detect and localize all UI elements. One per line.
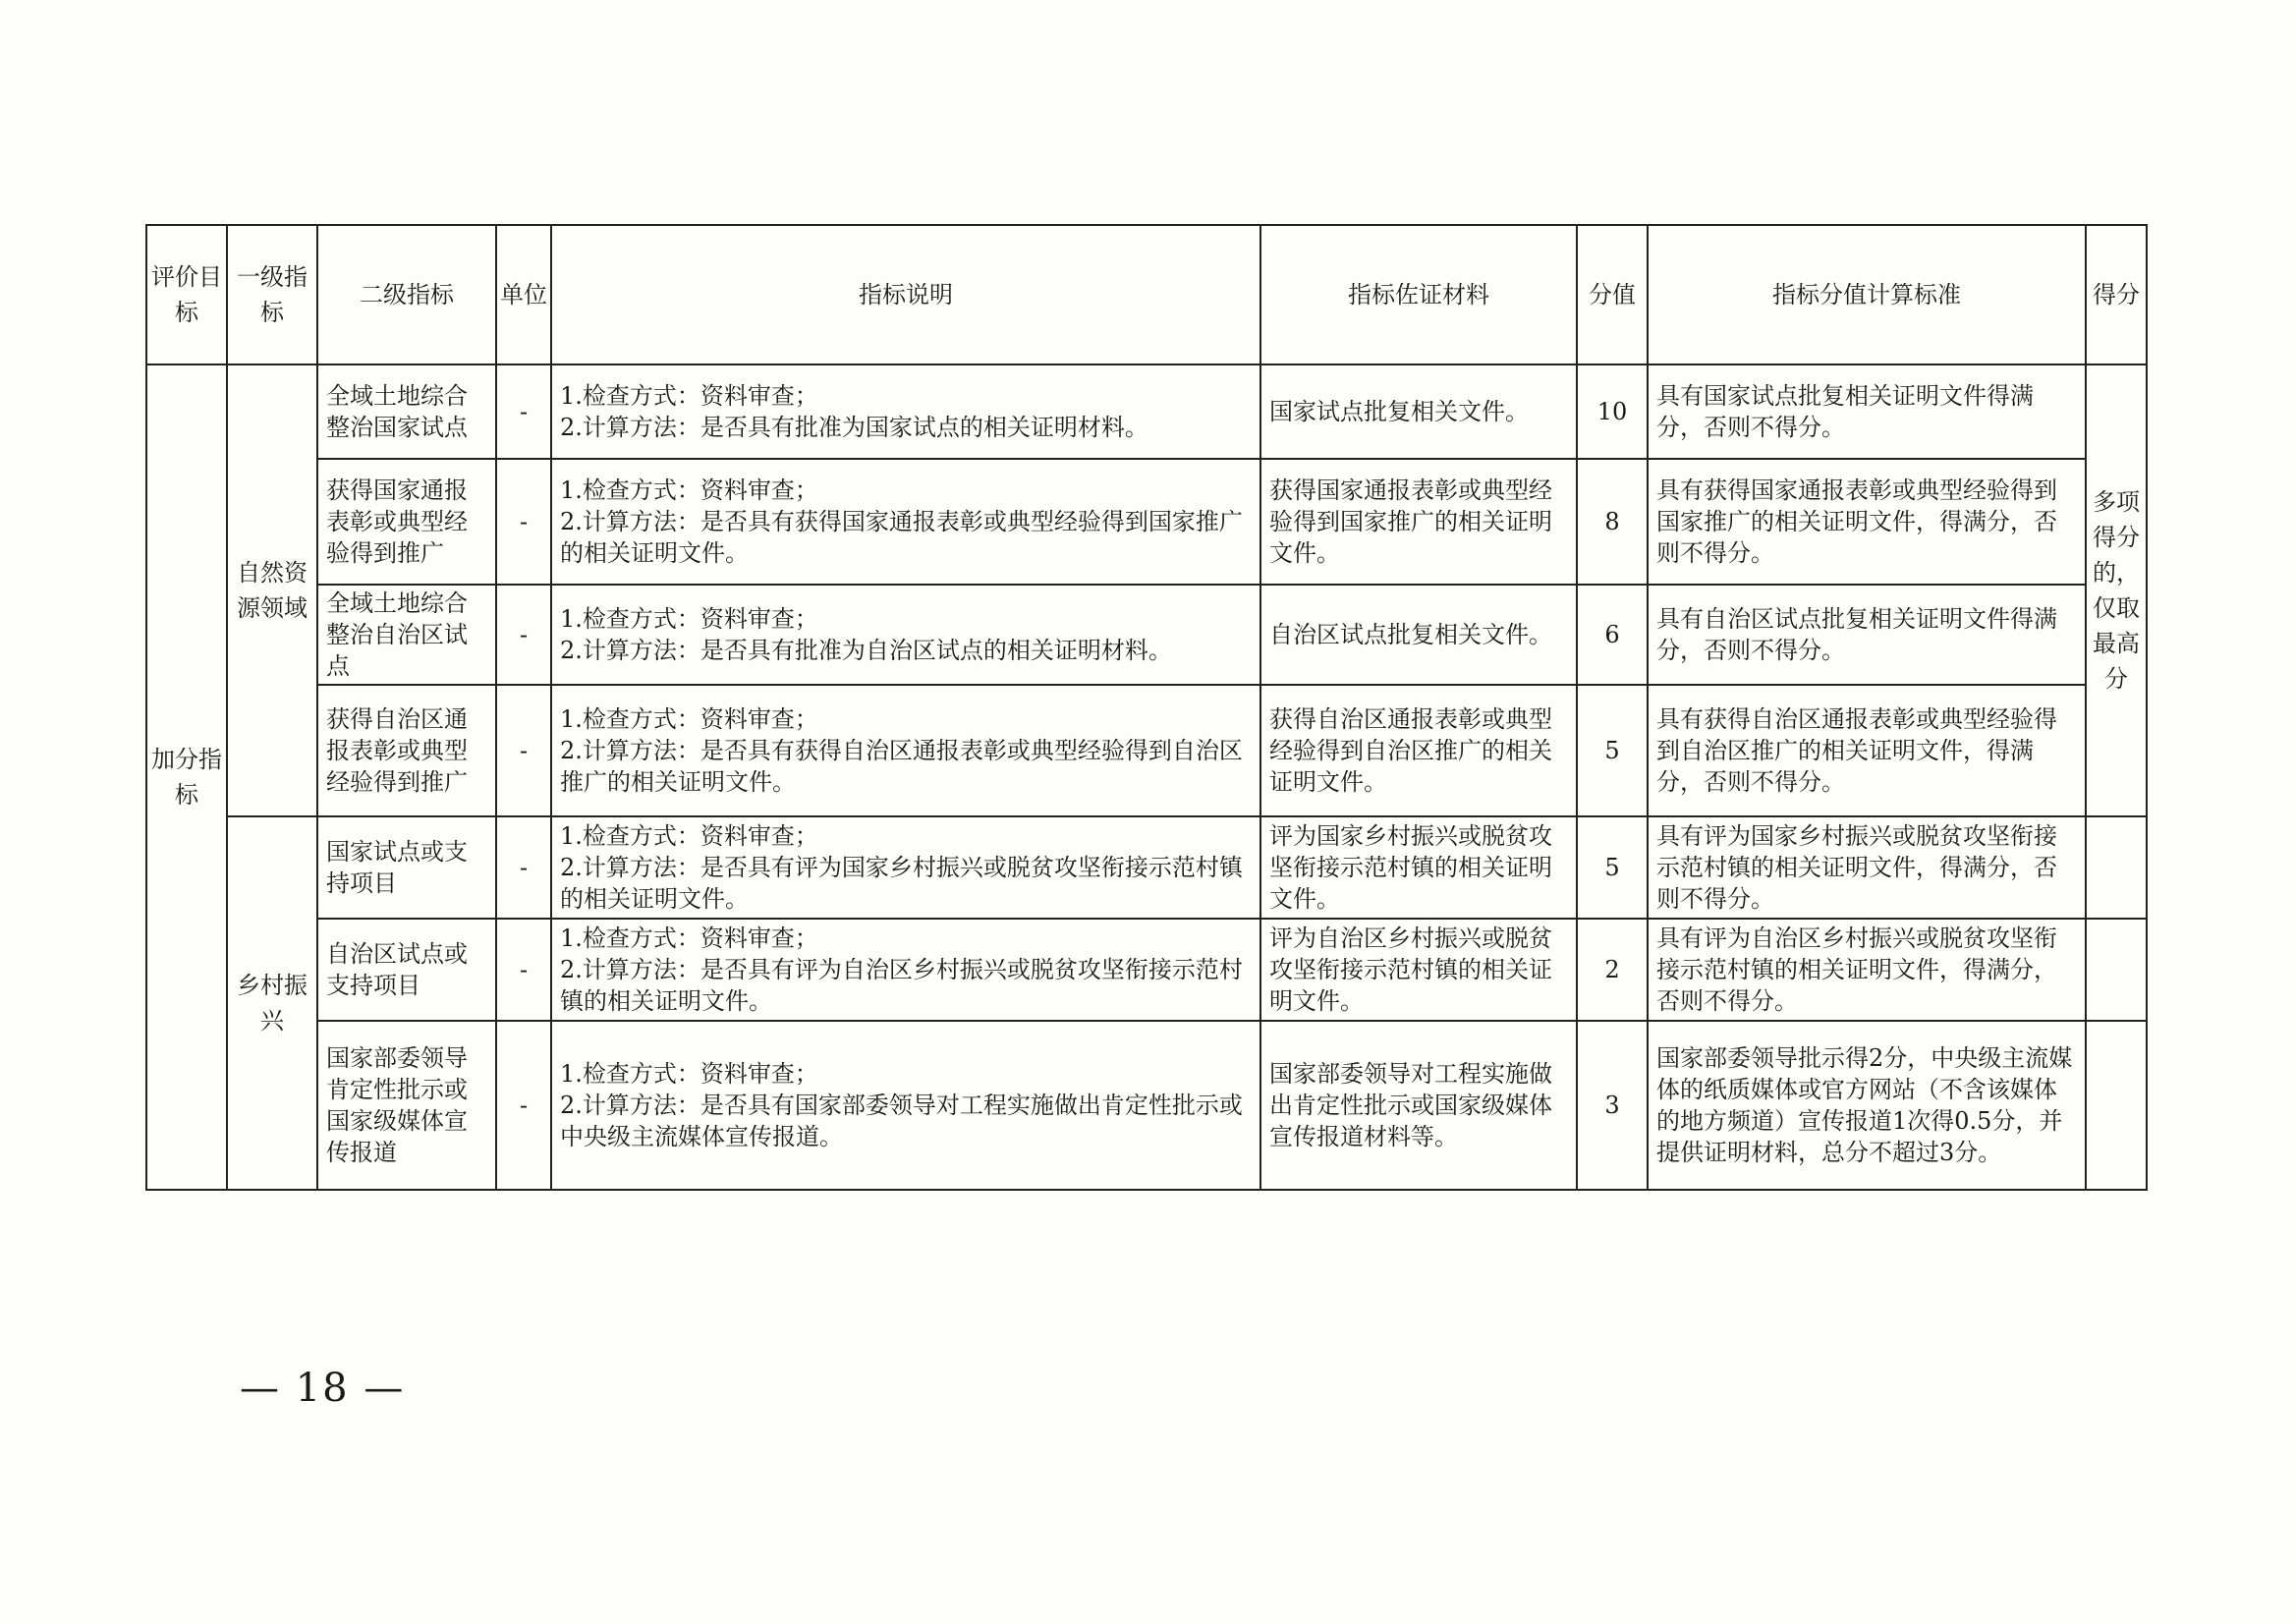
group-cell-rural-revitalization: 乡村振兴 — [227, 816, 317, 1190]
criteria-cell: 具有评为自治区乡村振兴或脱贫攻坚衔接示范村镇的相关证明文件，得满分，否则不得分。 — [1648, 919, 2086, 1021]
header-level2: 二级指标 — [317, 225, 496, 364]
header-level1: 一级指标 — [227, 225, 317, 364]
result-cell — [2086, 919, 2147, 1021]
score-cell: 10 — [1577, 364, 1648, 459]
header-row — [146, 225, 2147, 364]
level2-cell: 获得自治区通报表彰或典型经验得到推广 — [317, 685, 496, 816]
result-cell — [2086, 1021, 2147, 1190]
result-note-cell: 多项得分的，仅取最高分 — [2086, 364, 2147, 816]
unit-cell: - — [496, 685, 551, 816]
target-cell: 加分指标 — [146, 364, 227, 1190]
score-cell: 3 — [1577, 1021, 1648, 1190]
criteria-cell: 具有评为国家乡村振兴或脱贫攻坚衔接示范村镇的相关证明文件，得满分，否则不得分。 — [1648, 816, 2086, 919]
unit-cell: - — [496, 585, 551, 685]
criteria-cell: 具有获得国家通报表彰或典型经验得到国家推广的相关证明文件，得满分，否则不得分。 — [1648, 459, 2086, 585]
evidence-cell: 自治区试点批复相关文件。 — [1260, 585, 1577, 685]
evidence-cell: 获得自治区通报表彰或典型经验得到自治区推广的相关证明文件。 — [1260, 685, 1577, 816]
criteria-cell: 具有获得自治区通报表彰或典型经验得到自治区推广的相关证明文件，得满分，否则不得分。 — [1648, 685, 2086, 816]
desc-cell: 1.检查方式：资料审查； 2.计算方法：是否具有评为自治区乡村振兴或脱贫攻坚衔接示范村镇的相关证明文件。 — [551, 919, 1260, 1021]
header-score: 分值 — [1577, 225, 1648, 364]
level2-cell: 全域土地综合整治国家试点 — [317, 364, 496, 459]
header-criteria: 指标分值计算标准 — [1648, 225, 2086, 364]
score-cell: 5 — [1577, 816, 1648, 919]
table-row — [146, 459, 2147, 585]
desc-cell: 1.检查方式：资料审查； 2.计算方法：是否具有获得国家通报表彰或典型经验得到国家推广的相关证明文件。 — [551, 459, 1260, 585]
header-result: 得分 — [2086, 225, 2147, 364]
table-row — [146, 919, 2147, 1021]
score-cell: 5 — [1577, 685, 1648, 816]
desc-cell: 1.检查方式：资料审查； 2.计算方法：是否具有评为国家乡村振兴或脱贫攻坚衔接示范村镇的相关证明文件。 — [551, 816, 1260, 919]
evaluation-table — [145, 224, 2148, 1191]
desc-cell: 1.检查方式：资料审查； 2.计算方法：是否具有获得自治区通报表彰或典型经验得到自治区推广的相关证明文件。 — [551, 685, 1260, 816]
header-unit: 单位 — [496, 225, 551, 364]
desc-cell: 1.检查方式：资料审查； 2.计算方法：是否具有国家部委领导对工程实施做出肯定性批示或中央级主流媒体宣传报道。 — [551, 1021, 1260, 1190]
level2-cell: 国家试点或支持项目 — [317, 816, 496, 919]
desc-cell: 1.检查方式：资料审查； 2.计算方法：是否具有批准为国家试点的相关证明材料。 — [551, 364, 1260, 459]
evidence-cell: 国家部委领导对工程实施做出肯定性批示或国家级媒体宣传报道材料等。 — [1260, 1021, 1577, 1190]
header-target: 评价目标 — [146, 225, 227, 364]
level2-cell: 国家部委领导肯定性批示或国家级媒体宣传报道 — [317, 1021, 496, 1190]
criteria-cell: 具有自治区试点批复相关证明文件得满分，否则不得分。 — [1648, 585, 2086, 685]
unit-cell: - — [496, 816, 551, 919]
table-row — [146, 1021, 2147, 1190]
table-row — [146, 685, 2147, 816]
table-row — [146, 585, 2147, 685]
group-cell-natural-resources: 自然资源领域 — [227, 364, 317, 816]
level2-cell: 全域土地综合整治自治区试点 — [317, 585, 496, 685]
level2-cell: 自治区试点或支持项目 — [317, 919, 496, 1021]
unit-cell: - — [496, 1021, 551, 1190]
score-cell: 6 — [1577, 585, 1648, 685]
criteria-cell: 具有国家试点批复相关证明文件得满分，否则不得分。 — [1648, 364, 2086, 459]
level2-cell: 获得国家通报表彰或典型经验得到推广 — [317, 459, 496, 585]
header-desc: 指标说明 — [551, 225, 1260, 364]
evidence-cell: 评为自治区乡村振兴或脱贫攻坚衔接示范村镇的相关证明文件。 — [1260, 919, 1577, 1021]
evidence-cell: 评为国家乡村振兴或脱贫攻坚衔接示范村镇的相关证明文件。 — [1260, 816, 1577, 919]
criteria-cell: 国家部委领导批示得2分，中央级主流媒体的纸质媒体或官方网站（不含该媒体的地方频道）宣传报道1次得0.5分，并提供证明材料，总分不超过3分。 — [1648, 1021, 2086, 1190]
header-evidence: 指标佐证材料 — [1260, 225, 1577, 364]
table-row — [146, 364, 2147, 459]
result-cell — [2086, 816, 2147, 919]
unit-cell: - — [496, 459, 551, 585]
page-number: — 18 — — [240, 1366, 406, 1411]
score-cell: 8 — [1577, 459, 1648, 585]
desc-cell: 1.检查方式：资料审查； 2.计算方法：是否具有批准为自治区试点的相关证明材料。 — [551, 585, 1260, 685]
score-cell: 2 — [1577, 919, 1648, 1021]
unit-cell: - — [496, 364, 551, 459]
table-row — [146, 816, 2147, 919]
unit-cell: - — [496, 919, 551, 1021]
evidence-cell: 获得国家通报表彰或典型经验得到国家推广的相关证明文件。 — [1260, 459, 1577, 585]
evidence-cell: 国家试点批复相关文件。 — [1260, 364, 1577, 459]
